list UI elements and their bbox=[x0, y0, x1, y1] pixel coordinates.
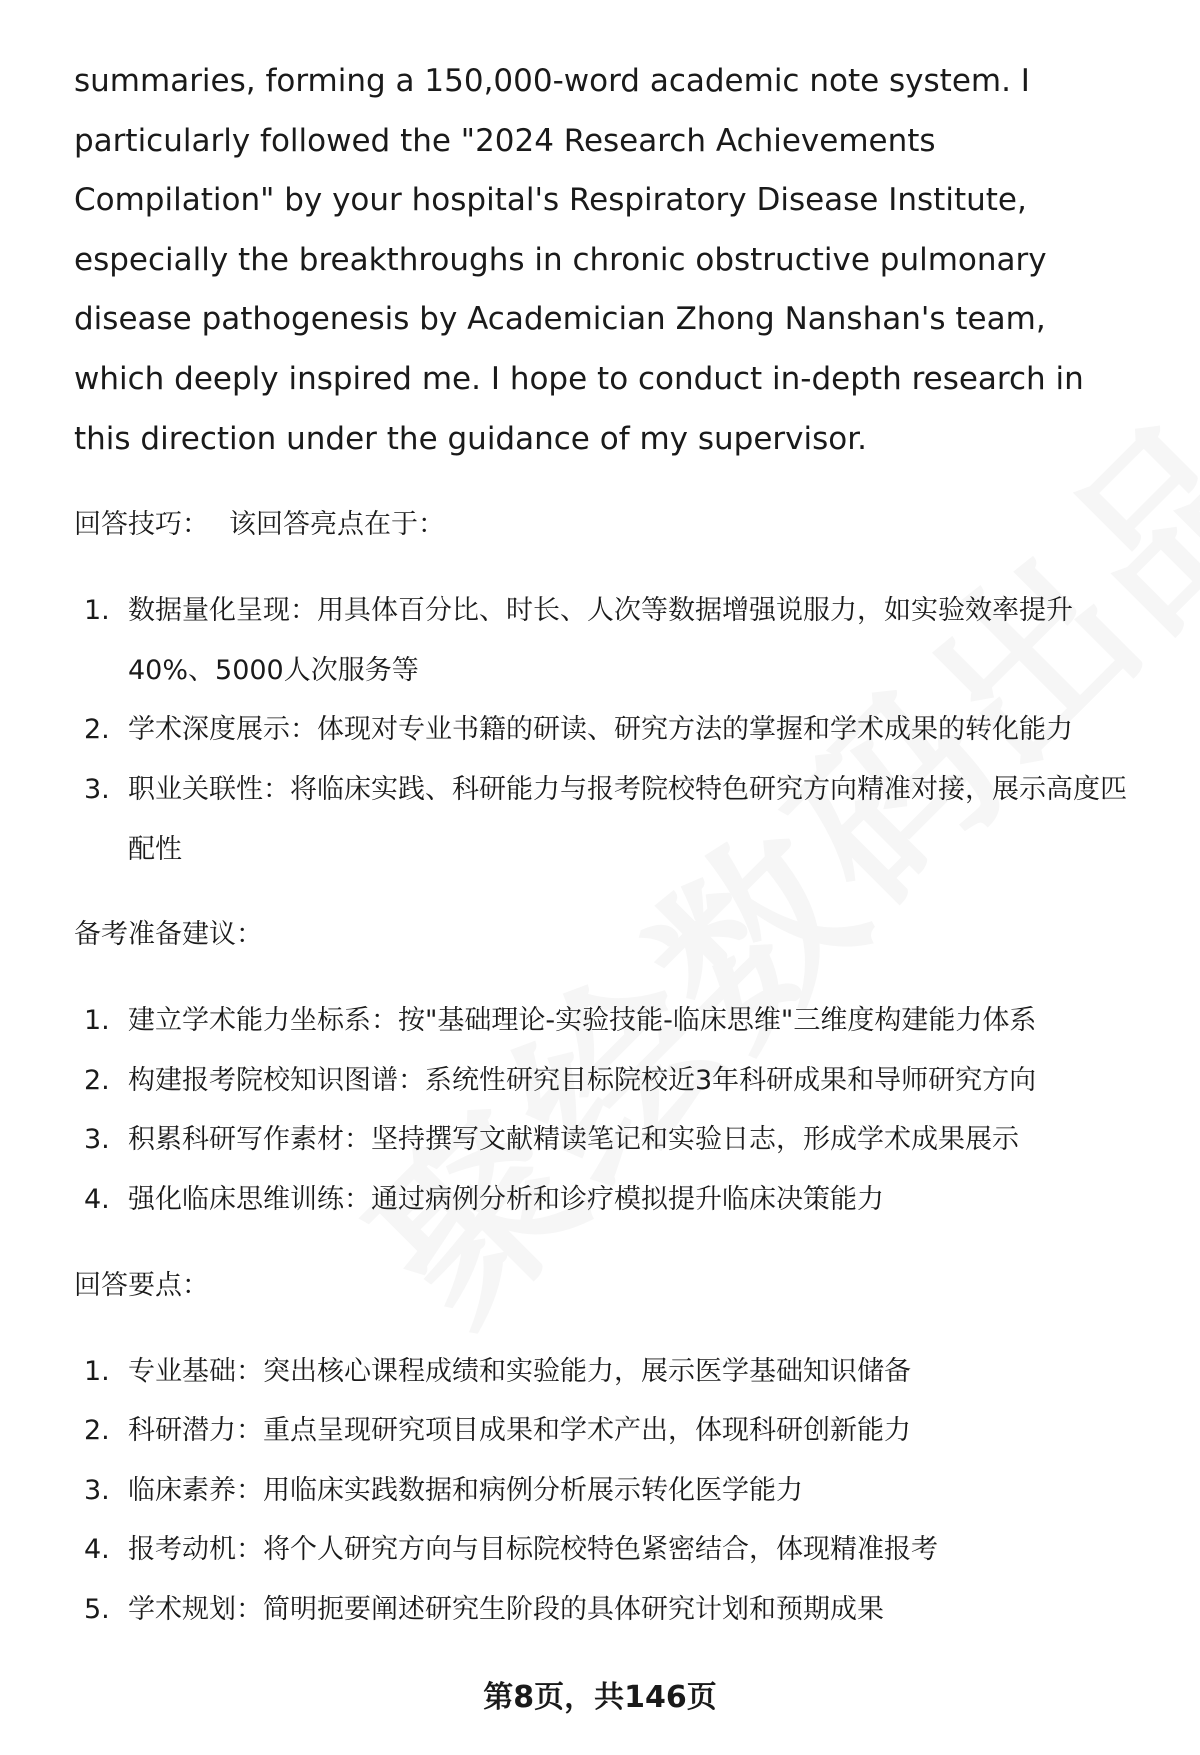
answer-tips-heading bbox=[74, 503, 1144, 547]
list-item-text: 构建报考院校知识图谱：系统性研究目标院校近3年科研成果和导师研究方向 bbox=[128, 1064, 1037, 1096]
list-item-number: 4. bbox=[84, 1534, 110, 1566]
list-item-text: 临床素养：用临床实践数据和病例分析展示转化医学能力 bbox=[128, 1474, 803, 1506]
prep-suggestions-heading: 备考准备建议： bbox=[74, 919, 263, 951]
list-item bbox=[74, 1110, 1144, 1170]
answer-points-heading: 回答要点： bbox=[74, 1269, 209, 1301]
list-item-number: 1. bbox=[84, 1005, 110, 1037]
list-item bbox=[74, 760, 1144, 879]
list-item-text: 科研潜力：重点呈现研究项目成果和学术产出，体现科研创新能力 bbox=[128, 1415, 911, 1447]
list-item-text: 学术规划：简明扼要阐述研究生阶段的具体研究计划和预期成果 bbox=[128, 1593, 884, 1625]
list-item-text: 数据量化呈现：用具体百分比、时长、人次等数据增强说服力，如实验效率提升40%、5000人次服务等 bbox=[128, 595, 1073, 686]
list-item-number: 2. bbox=[84, 714, 110, 746]
list-item-number: 1. bbox=[84, 1355, 110, 1387]
answer-tips-label: 回答技巧： bbox=[74, 509, 209, 541]
list-item-number: 3. bbox=[84, 1124, 110, 1156]
list-item-number: 2. bbox=[84, 1415, 110, 1447]
list-item-text: 积累科研写作素材：坚持撰写文献精读笔记和实验日志，形成学术成果展示 bbox=[128, 1124, 1019, 1156]
list-item-number: 1. bbox=[84, 595, 110, 627]
list-item-text: 专业基础：突出核心课程成绩和实验能力，展示医学基础知识储备 bbox=[128, 1355, 911, 1387]
list-item-text: 建立学术能力坐标系：按"基础理论-实验技能-临床思维"三维度构建能力体系 bbox=[128, 1005, 1037, 1037]
prep-suggestions-list bbox=[74, 991, 1144, 1229]
list-item bbox=[74, 1461, 1144, 1521]
list-item bbox=[74, 700, 1144, 760]
list-item bbox=[74, 991, 1144, 1051]
answer-points-list bbox=[74, 1342, 1144, 1640]
page-number: 第8页，共146页 bbox=[483, 1680, 717, 1715]
list-item bbox=[74, 1520, 1144, 1580]
list-item bbox=[74, 581, 1144, 700]
list-item-text: 学术深度展示：体现对专业书籍的研读、研究方法的掌握和学术成果的转化能力 bbox=[128, 714, 1073, 746]
list-item-number: 5. bbox=[84, 1593, 110, 1625]
list-item bbox=[74, 1401, 1144, 1461]
document-body bbox=[74, 52, 1144, 1639]
answer-tips-subheading: 该回答亮点在于： bbox=[229, 509, 445, 541]
list-item bbox=[74, 1170, 1144, 1230]
list-item bbox=[74, 1342, 1144, 1402]
list-item-number: 3. bbox=[84, 773, 110, 805]
list-item bbox=[74, 1051, 1144, 1111]
list-item-text: 职业关联性：将临床实践、科研能力与报考院校特色研究方向精准对接，展示高度匹配性 bbox=[128, 773, 1127, 865]
list-item-text: 报考动机：将个人研究方向与目标院校特色紧密结合，体现精准报考 bbox=[128, 1534, 938, 1566]
list-item-number: 2. bbox=[84, 1064, 110, 1096]
list-item-number: 3. bbox=[84, 1474, 110, 1506]
list-item bbox=[74, 1580, 1144, 1640]
intro-paragraph: summaries, forming a 150,000-word academic note system. I particularly followed the "2024 Research Achievements Compilation" by your hospital's Respiratory Disease Institute, especially the breakthroughs in chronic obstructive pulmonary disease pathogenesis by Academician Zhong Nanshan's team, which deeply inspired me. I hope to conduct in-depth research in this direction under the guidance of my supervisor. bbox=[74, 63, 1084, 457]
list-item-number: 4. bbox=[84, 1183, 110, 1215]
answer-tips-list bbox=[74, 581, 1144, 879]
list-item-text: 强化临床思维训练：通过病例分析和诊疗模拟提升临床决策能力 bbox=[128, 1183, 884, 1215]
